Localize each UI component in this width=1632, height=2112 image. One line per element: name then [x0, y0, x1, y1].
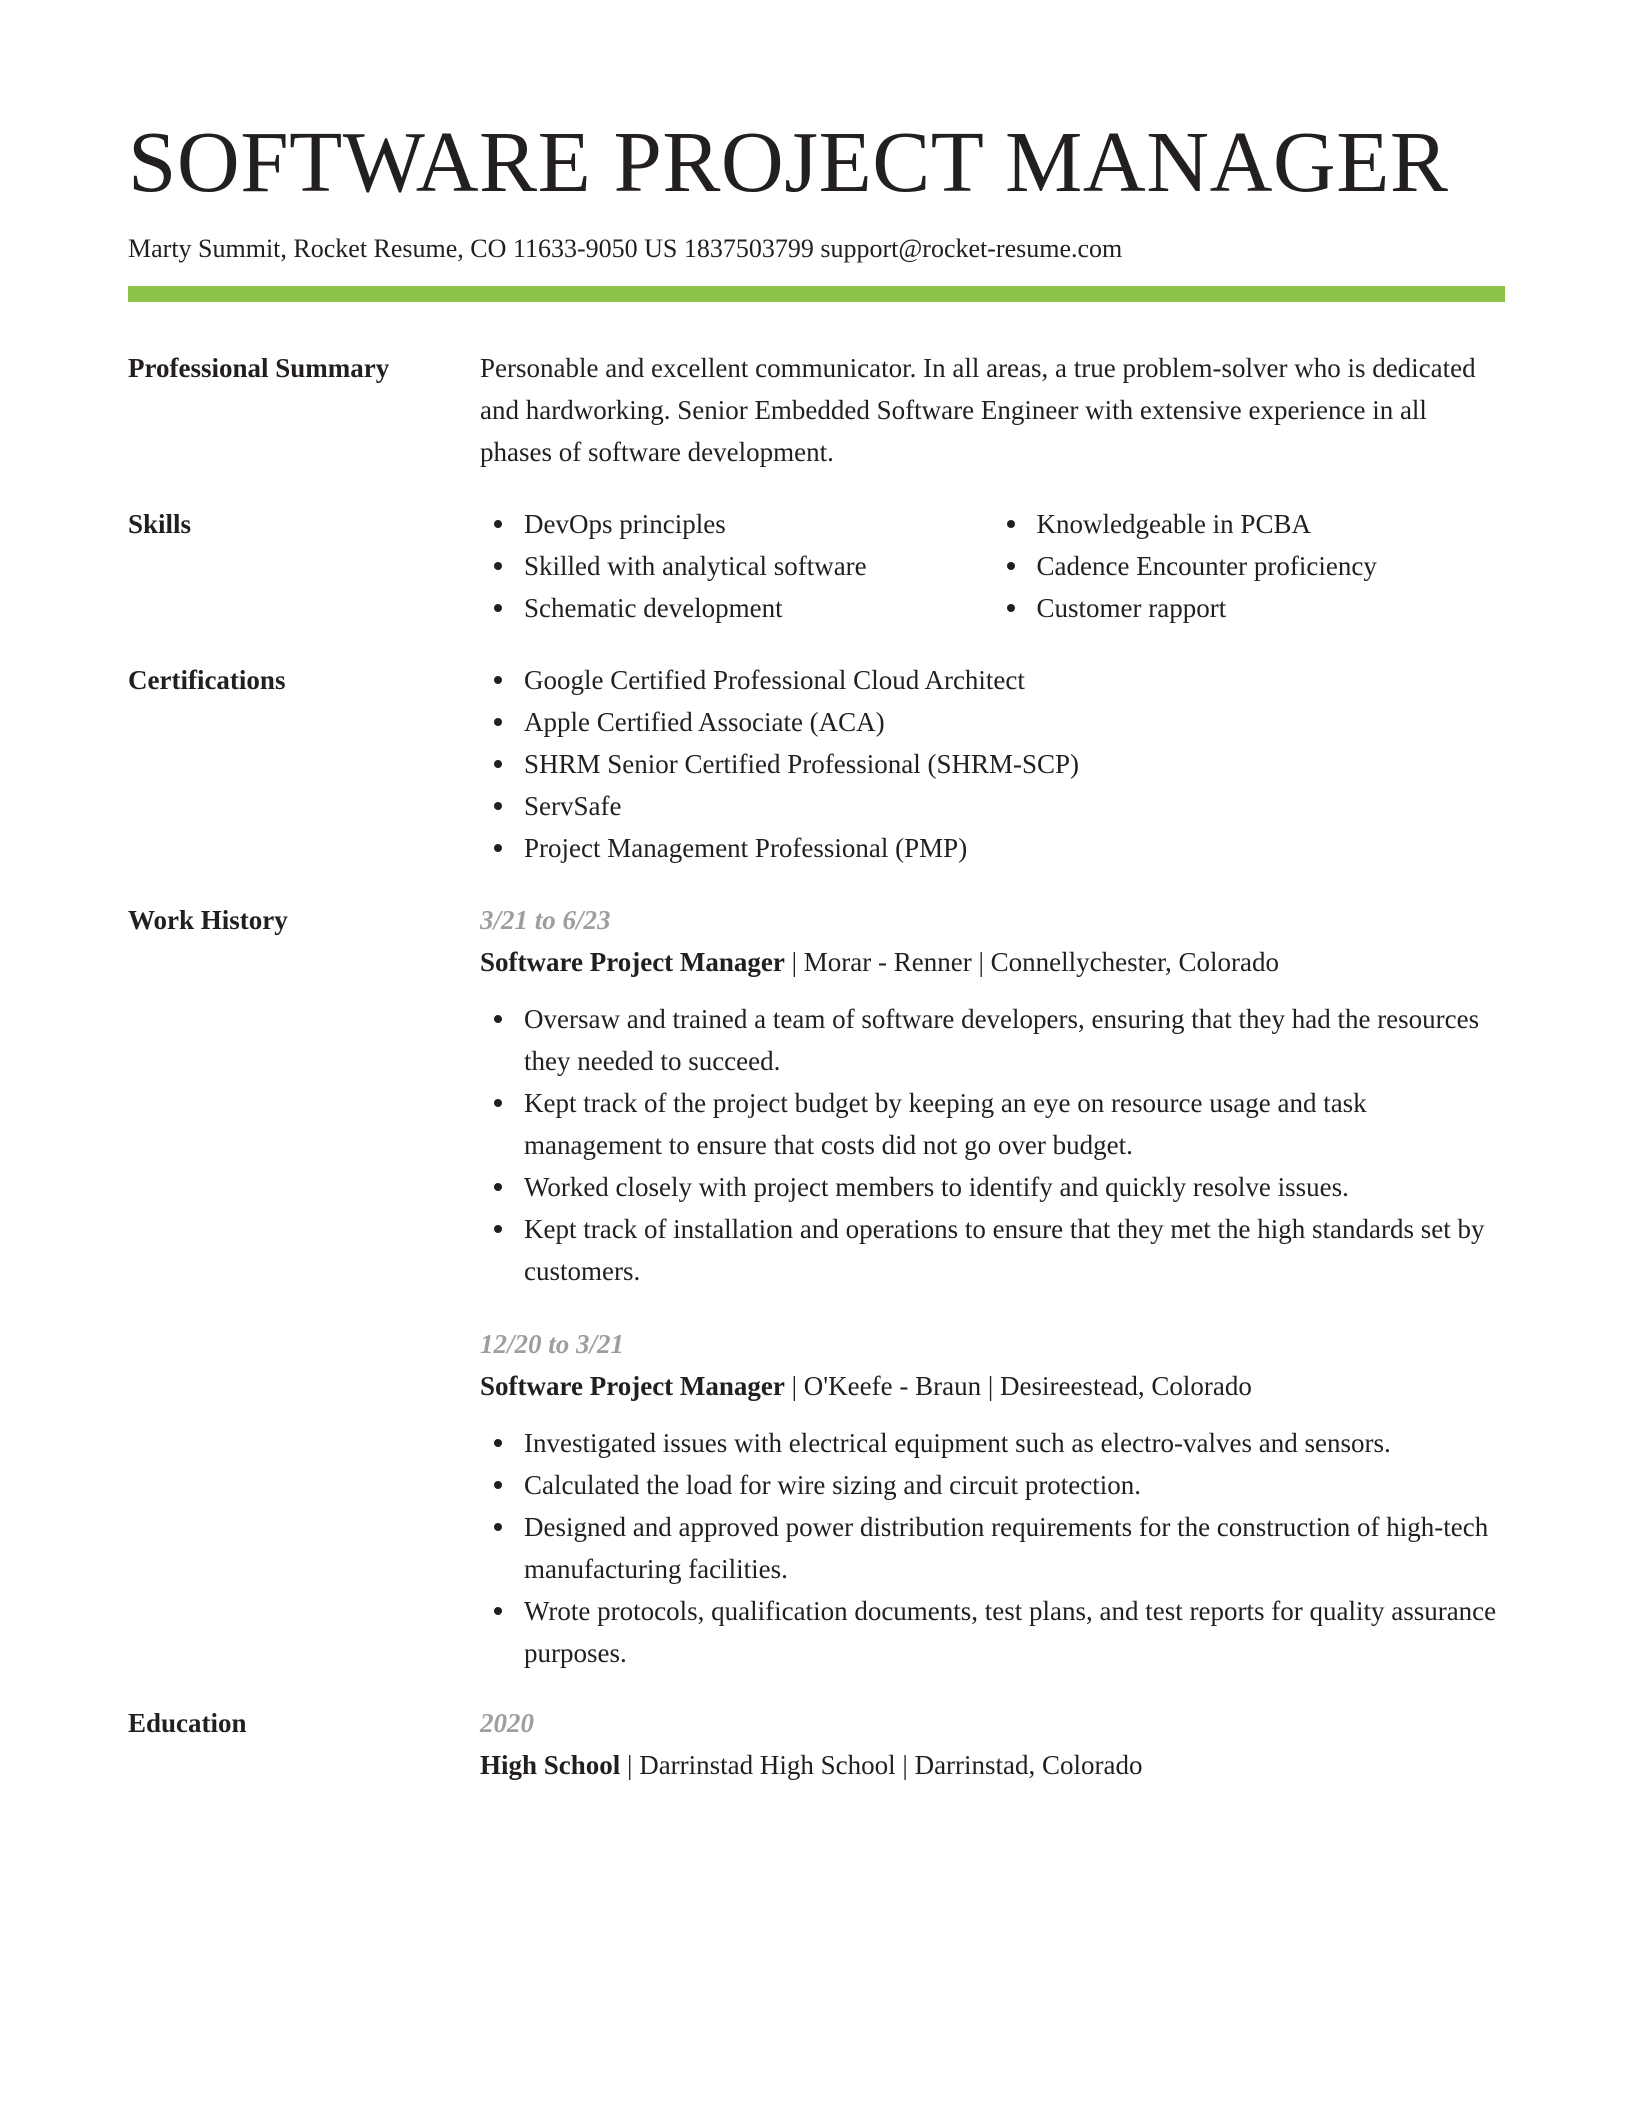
- summary-text: Personable and excellent communicator. In all areas, a true problem-solver who is dedicated and hardworking. Senior Embedded Software Engineer with extensive experience in all phases of software development.: [480, 353, 1476, 467]
- job-dates: 3/21 to 6/23: [480, 905, 611, 935]
- skills-column-2: [993, 503, 1506, 629]
- certification-item: Apple Certified Associate (ACA): [524, 701, 1505, 743]
- responsibility-item: Oversaw and trained a team of software developers, ensuring that they had the resources they needed to succeed.: [524, 998, 1505, 1082]
- job-entry: [480, 1323, 1505, 1674]
- job-details: | O'Keefe - Braun | Desireestead, Colorado: [784, 1371, 1252, 1401]
- page-title: SOFTWARE PROJECT MANAGER: [128, 113, 1449, 210]
- skill-item: Customer rapport: [1037, 587, 1506, 629]
- education-details: | Darrinstad High School | Darrinstad, Colorado: [620, 1750, 1143, 1780]
- header-divider: [128, 286, 1505, 302]
- responsibility-item: Kept track of the project budget by keeping an eye on resource usage and task management to ensure that costs did not go over budget.: [524, 1082, 1505, 1166]
- skill-item: Knowledgeable in PCBA: [1037, 503, 1506, 545]
- responsibility-item: Designed and approved power distribution requirements for the construction of high-tech manufacturing facilities.: [524, 1506, 1505, 1590]
- section-label-education: Education: [128, 1708, 247, 1738]
- job-role: Software Project Manager: [480, 1371, 785, 1401]
- responsibility-item: Worked closely with project members to identify and quickly resolve issues.: [524, 1166, 1505, 1208]
- skills-column-1: [480, 503, 993, 629]
- certification-item: SHRM Senior Certified Professional (SHRM-SCP): [524, 743, 1505, 785]
- certification-item: Project Management Professional (PMP): [524, 827, 1505, 869]
- responsibility-item: Wrote protocols, qualification documents, test plans, and test reports for quality assurance purposes.: [524, 1590, 1505, 1674]
- education-line: [480, 1744, 1505, 1786]
- job-responsibilities: [480, 998, 1505, 1292]
- job-title-line: [480, 941, 1505, 983]
- job-title-line: [480, 1365, 1505, 1407]
- job-dates: 12/20 to 3/21: [480, 1329, 625, 1359]
- education-degree: High School: [480, 1750, 621, 1780]
- certifications-list: [480, 659, 1505, 869]
- education-dates: 2020: [480, 1708, 534, 1738]
- skill-item: DevOps principles: [524, 503, 993, 545]
- job-details: | Morar - Renner | Connellychester, Colorado: [784, 947, 1279, 977]
- responsibility-item: Calculated the load for wire sizing and circuit protection.: [524, 1464, 1505, 1506]
- skill-item: Cadence Encounter proficiency: [1037, 545, 1506, 587]
- contact-line: Marty Summit, Rocket Resume, CO 11633-9050 US 1837503799 support@rocket-resume.com: [128, 234, 1123, 263]
- section-label-summary: Professional Summary: [128, 353, 390, 383]
- section-label-work-history: Work History: [128, 905, 288, 935]
- responsibility-item: Investigated issues with electrical equipment such as electro-valves and sensors.: [524, 1422, 1505, 1464]
- certification-item: ServSafe: [524, 785, 1505, 827]
- job-entry: [480, 899, 1505, 1292]
- skill-item: Skilled with analytical software: [524, 545, 993, 587]
- job-role: Software Project Manager: [480, 947, 785, 977]
- job-responsibilities: [480, 1422, 1505, 1674]
- responsibility-item: Kept track of installation and operations to ensure that they met the high standards set by customers.: [524, 1208, 1505, 1292]
- skill-item: Schematic development: [524, 587, 993, 629]
- section-label-certifications: Certifications: [128, 665, 286, 695]
- certification-item: Google Certified Professional Cloud Architect: [524, 659, 1505, 701]
- section-label-skills: Skills: [128, 509, 192, 539]
